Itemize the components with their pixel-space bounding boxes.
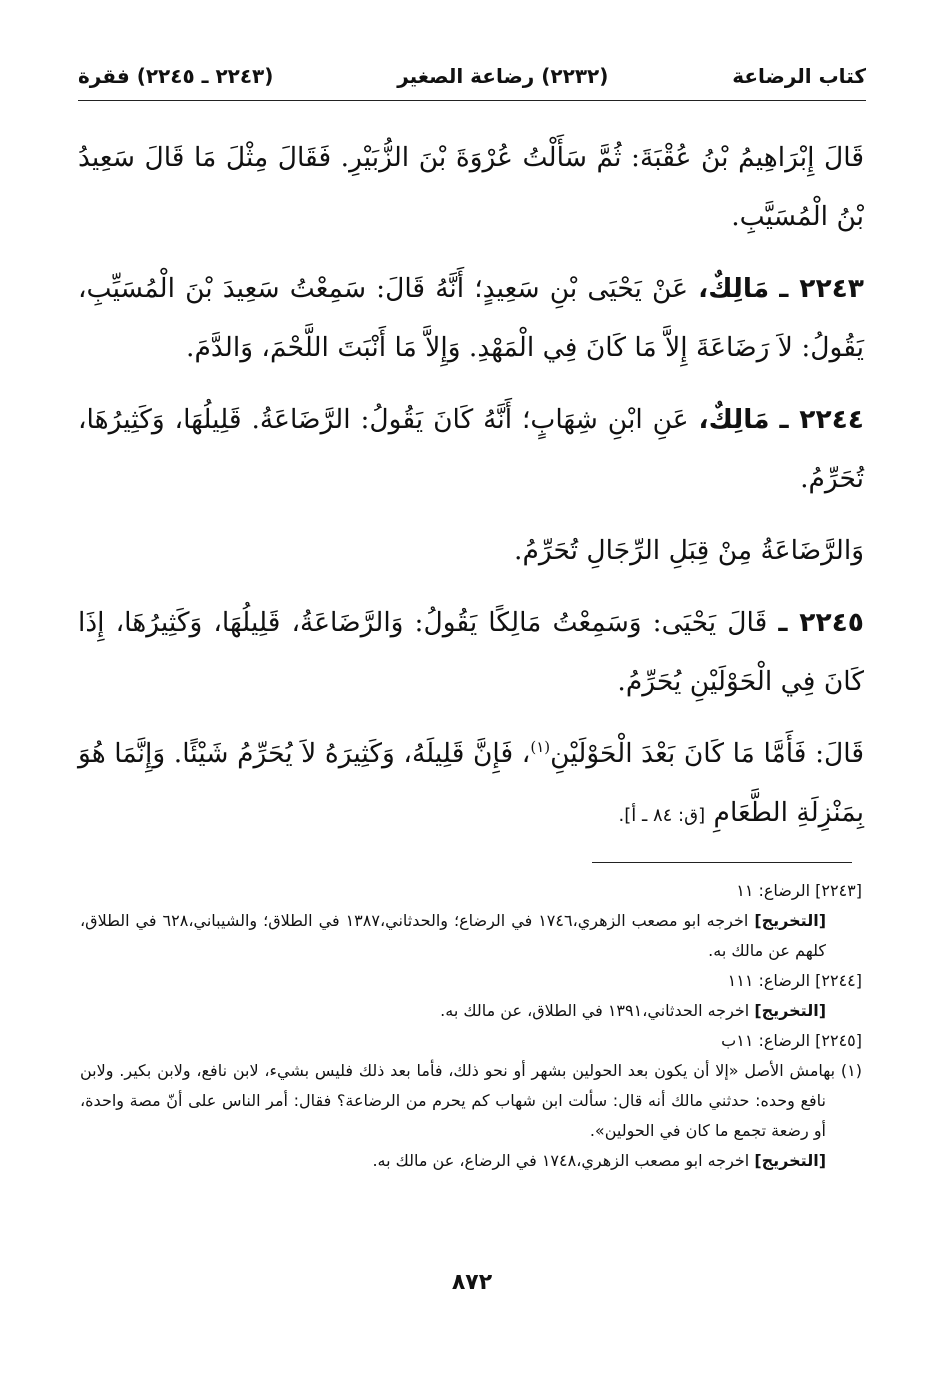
hadith-2244	[78, 390, 864, 508]
takhrij-text: اخرجه ابو مصعب الزهري،١٧٤٨ في الرضاع، عن مالك به.	[372, 1151, 750, 1170]
hadith-2244-continuation: وَالرَّضَاعَةُ مِنْ قِبَلِ الرِّجَالِ تُحَرِّمُ.	[514, 535, 864, 566]
takhrij-label: [التخريج]	[754, 911, 826, 930]
running-header	[78, 58, 866, 94]
hadith-2243	[78, 259, 864, 377]
paragraph-range: (٢٢٤٣ ـ ٢٢٤٥) فقرة	[78, 64, 274, 88]
takhrij-2245	[80, 1146, 862, 1176]
footnotes	[80, 876, 862, 1176]
hadith-number: ٢٢٤٤ ـ	[779, 404, 864, 435]
book-title: كتاب الرضاعة	[732, 64, 866, 88]
hadith-number: ٢٢٤٣ ـ	[779, 273, 864, 304]
footnote-ref-2244: [٢٢٤٤] الرضاع: ١١١	[727, 971, 862, 990]
takhrij-text: اخرجه ابو مصعب الزهري،١٧٤٦ في الرضاع؛ والحدثاني،١٣٨٧ في الطلاق؛ والشيباني،٦٢٨ في الطلاق، كلهم عن مالك به.	[80, 911, 826, 960]
final-text-part1: قَالَ: فَأَمَّا مَا كَانَ بَعْدَ الْحَوْلَيْنِ	[550, 738, 864, 769]
hadith-text: قَالَ يَحْيَى: وَسَمِعْتُ مَالِكًا يَقُولُ: وَالرَّضَاعَةُ، قَلِيلُهَا، وَكَثِيرُهَا، إِذَا كَانَ فِي الْحَوْلَيْنِ يُحَرِّمُ.	[78, 607, 864, 697]
final-text-part2: ، فَإِنَّ قَلِيلَهُ، وَكَثِيرَهُ لاَ يُحَرِّمُ شَيْئًا. وَإِنَّمَا هُوَ بِمَنْزِلَةِ الطَّعَامِ	[78, 738, 864, 828]
footnote-note-1: (١) بهامش الأصل «إلا أن يكون بعد الحولين بشهر أو نحو ذلك، فأما بعد ذلك فليس بشيء، لابن نافع، ولابن بكير. ولابن نافع وحده: حدثني مالك أنه قال: سألت ابن شهاب كم يحرم من الرضاعة؟ فقال: أمر الناس على أنّ مصة واحدة، أو رضعة تجمع ما كان في الحولين».	[80, 1061, 862, 1140]
page-number: ٨٧٢	[451, 1270, 493, 1295]
hadith-number: ٢٢٤٥ ـ	[778, 607, 864, 638]
footnote-marker[interactable]: (١)	[530, 738, 551, 757]
takhrij-label: [التخريج]	[754, 1001, 826, 1020]
takhrij-label: [التخريج]	[754, 1151, 826, 1170]
footnote-divider	[592, 862, 852, 863]
hadith-2245	[78, 593, 864, 711]
final-paragraph	[78, 724, 864, 845]
takhrij-2244	[80, 996, 862, 1026]
main-text	[78, 128, 864, 858]
narrator: مَالِكٌ،	[698, 273, 770, 304]
hadith-text: عَنِ ابْنِ شِهَابٍ؛ أَنَّهُ كَانَ يَقُولُ: الرَّضَاعَةُ. قَلِيلُهَا، وَكَثِيرُهَا، تُحَرِّمُ.	[78, 404, 864, 494]
footnote-ref-2243: [٢٢٤٣] الرضاع: ١١	[736, 881, 862, 900]
takhrij-2243	[80, 906, 862, 966]
footnote-ref-2245: [٢٢٤٥] الرضاع: ١١ب	[721, 1031, 862, 1050]
takhrij-text: اخرجه الحدثاني،١٣٩١ في الطلاق، عن مالك به.	[440, 1001, 750, 1020]
narrator: مَالِكٌ،	[698, 404, 770, 435]
manuscript-reference: [ق: ٨٤ ـ أ].	[618, 805, 706, 826]
header-divider	[78, 100, 866, 101]
intro-paragraph: قَالَ إِبْرَاهِيمُ بْنُ عُقْبَةَ: ثُمَّ سَأَلْتُ عُرْوَةَ بْنَ الزُّبَيْرِ. فَقَالَ مِثْلَ مَا قَالَ سَعِيدُ بْنُ الْمُسَيَّبِ.	[78, 142, 864, 232]
section-title: (٢٢٣٢) رضاعة الصغير	[397, 64, 609, 88]
hadith-text: عَنْ يَحْيَى بْنِ سَعِيدٍ؛ أَنَّهُ قَالَ: سَمِعْتُ سَعِيدَ بْنَ الْمُسَيِّبِ، يَقُولُ: لاَ رَضَاعَةَ إِلاَّ مَا كَانَ فِي الْمَهْدِ. وَإِلاَّ مَا أَنْبَتَ اللَّحْمَ، وَالدَّمَ.	[78, 273, 864, 363]
